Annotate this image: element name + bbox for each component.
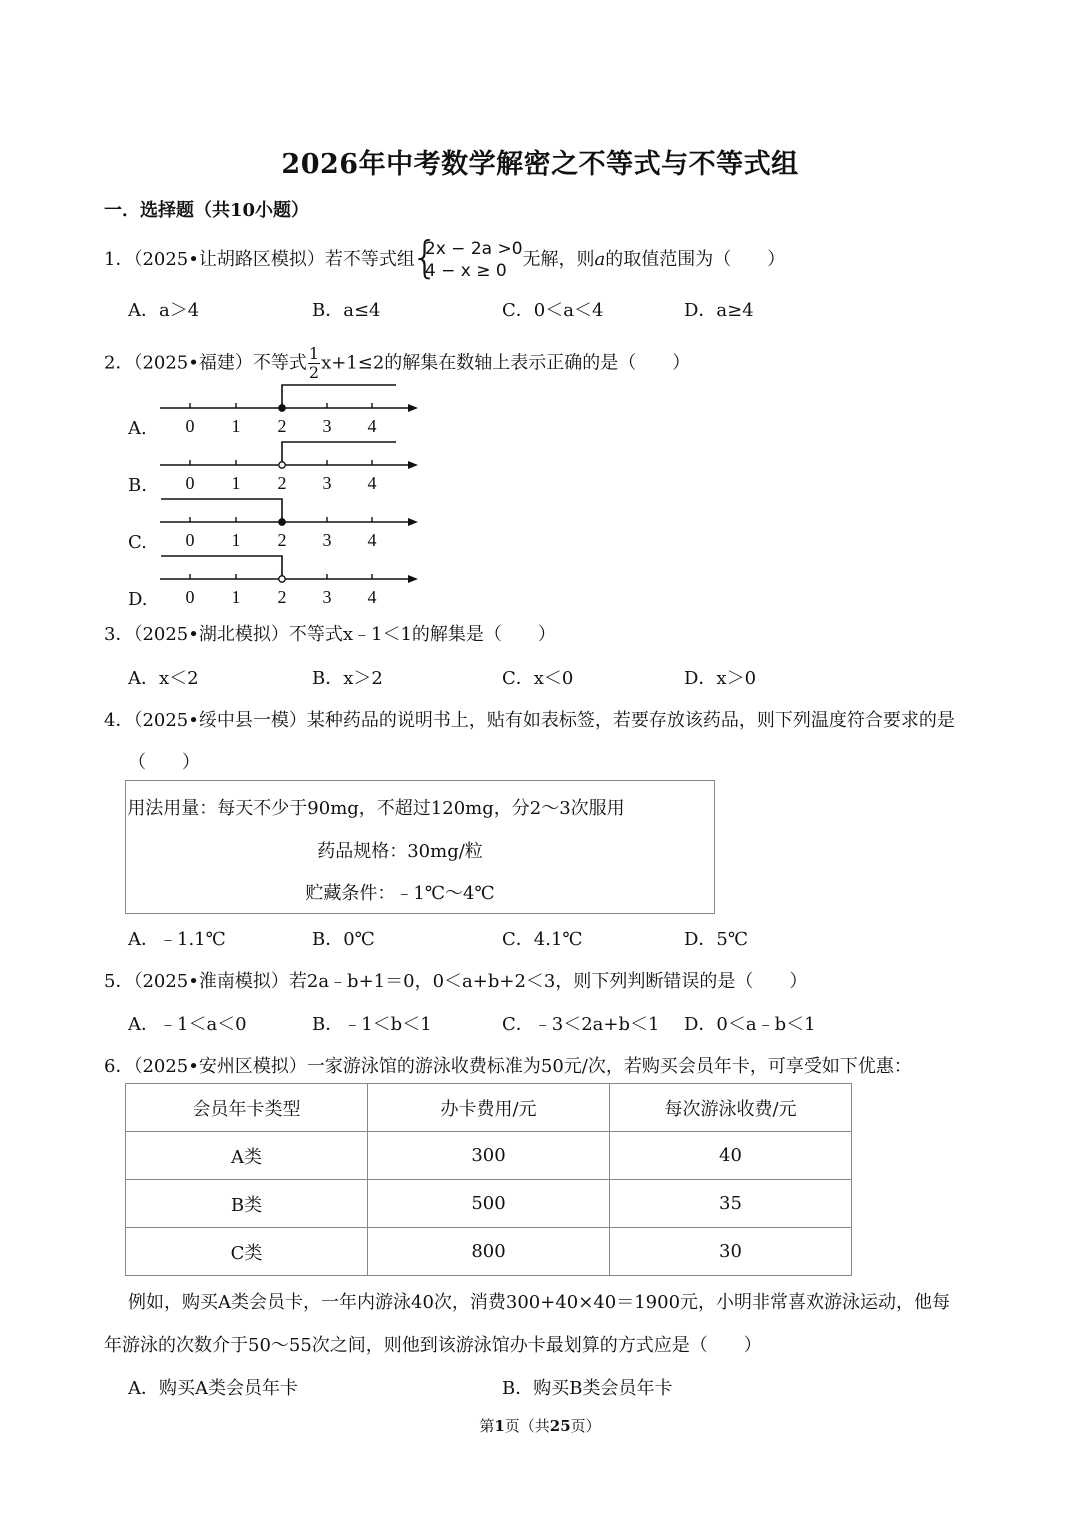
table-cell: 300 — [368, 1132, 610, 1180]
q6-option-a[interactable]: A．购买A类会员年卡 — [128, 1378, 298, 1399]
table-header: 每次游泳收费/元 — [610, 1084, 852, 1132]
tick-label: 1 — [231, 530, 241, 550]
arrow-right-icon — [408, 518, 418, 526]
q1-option-c[interactable]: C．0＜a＜4 — [502, 300, 604, 321]
q2-suffix: x+1≤2的解集在数轴上表示正确的是（ ） — [321, 352, 691, 374]
question-3: 3．（2025•湖北模拟）不等式x﹣1＜1的解集是（ ） — [104, 624, 556, 645]
numberline-d — [155, 551, 425, 609]
tick-label: 0 — [185, 530, 195, 550]
tick-label: 4 — [367, 416, 377, 436]
q1-system — [410, 232, 523, 283]
table-header-row — [126, 1084, 852, 1132]
arrow-right-icon — [408, 575, 418, 583]
q2-option-c-label[interactable]: C. — [128, 532, 147, 553]
section-heading: 一．选择题（共10小题） — [104, 200, 310, 221]
question-6: 6．（2025•安州区模拟）一家游泳馆的游泳收费标准为50元/次，若购买会员年卡，可享受如下优惠： — [104, 1056, 912, 1077]
label-line-storage: 贮藏条件：﹣1℃～4℃ — [305, 883, 495, 904]
q4-option-a[interactable]: A．﹣1.1℃ — [128, 929, 226, 950]
tick-label: 4 — [367, 473, 377, 493]
table-cell: 35 — [610, 1180, 852, 1228]
q2-frac-num: 1 — [308, 344, 320, 363]
tick-label: 3 — [322, 587, 332, 607]
q1-prefix: 1．（2025•让胡路区模拟）若不等式组 — [104, 249, 415, 270]
question-2 — [104, 345, 690, 382]
tick-label: 2 — [277, 587, 287, 607]
question-5: 5．（2025•淮南模拟）若2a﹣b+1＝0，0＜a+b+2＜3，则下列判断错误的是（ ） — [104, 971, 808, 992]
footer-mid: 页（共 — [504, 1417, 550, 1435]
open-dot-icon — [279, 462, 285, 468]
footer-page-number: 1 — [494, 1417, 505, 1435]
table-cell: B类 — [126, 1180, 368, 1228]
tick-label: 2 — [277, 530, 287, 550]
closed-dot-icon — [279, 519, 285, 525]
arrow-right-icon — [408, 461, 418, 469]
table-row — [126, 1180, 852, 1228]
table-cell: 40 — [610, 1132, 852, 1180]
tick-label: 3 — [322, 473, 332, 493]
tick-label: 0 — [185, 416, 195, 436]
q1-option-b[interactable]: B．a≤4 — [312, 300, 381, 321]
tick-label: 3 — [322, 530, 332, 550]
tick-label: 0 — [185, 587, 195, 607]
numberline-a — [155, 380, 425, 438]
q1-option-d[interactable]: D．a≥4 — [684, 300, 754, 321]
q5-option-c[interactable]: C．﹣3＜2a+b＜1 — [502, 1014, 660, 1035]
table-cell: 30 — [610, 1228, 852, 1276]
open-dot-icon — [279, 576, 285, 582]
footer-total-pages: 25 — [549, 1417, 571, 1435]
page-title: 2026年中考数学解密之不等式与不等式组 — [281, 149, 799, 180]
q5-option-a[interactable]: A．﹣1＜a＜0 — [128, 1014, 247, 1035]
tick-label: 2 — [277, 416, 287, 436]
numberline-c — [155, 494, 425, 552]
footer-pre: 第 — [479, 1417, 495, 1435]
solution-bracket — [282, 385, 396, 408]
q1-line1: 2x − 2a >0 — [424, 239, 523, 259]
tick-label: 1 — [231, 416, 241, 436]
q4-paren: （ ） — [128, 752, 200, 773]
table-row — [126, 1228, 852, 1276]
q1-option-a[interactable]: A．a＞4 — [128, 300, 200, 321]
table-header: 会员年卡类型 — [126, 1084, 368, 1132]
table-cell: A类 — [126, 1132, 368, 1180]
footer-post: 页） — [570, 1417, 601, 1435]
q5-option-d[interactable]: D．0＜a﹣b＜1 — [684, 1014, 816, 1035]
table-cell: 800 — [368, 1228, 610, 1276]
q2-prefix: 2．（2025•福建）不等式 — [104, 352, 307, 374]
q2-option-a-label[interactable]: A. — [128, 418, 147, 439]
label-line-spec: 药品规格：30mg/粒 — [317, 841, 483, 862]
q6-option-b[interactable]: B．购买B类会员年卡 — [502, 1378, 673, 1399]
q3-option-b[interactable]: B．x＞2 — [312, 668, 383, 689]
closed-dot-icon — [279, 405, 285, 411]
tick-label: 4 — [367, 587, 377, 607]
table-cell: 500 — [368, 1180, 610, 1228]
table-header: 办卡费用/元 — [368, 1084, 610, 1132]
label-line-dosage: 用法用量：每天不少于90mg，不超过120mg，分2～3次服用 — [127, 798, 625, 819]
q1-suffix-pre: 无解，则 — [522, 249, 595, 270]
tick-label: 2 — [277, 473, 287, 493]
question-4: 4．（2025•绥中县一模）某种药品的说明书上，贴有如表标签，若要存放该药品，则下列温度符合要求的是 — [104, 710, 955, 731]
solution-bracket — [282, 442, 396, 465]
brace-icon: { — [410, 232, 439, 283]
q2-frac-den: 2 — [308, 363, 320, 382]
q2-option-d-label[interactable]: D. — [128, 589, 148, 610]
q3-option-a[interactable]: A．x＜2 — [128, 668, 199, 689]
solution-bracket — [161, 499, 282, 522]
q4-option-b[interactable]: B．0℃ — [312, 929, 375, 950]
q4-option-d[interactable]: D．5℃ — [684, 929, 749, 950]
page-footer — [0, 1415, 1080, 1436]
tick-label: 4 — [367, 530, 377, 550]
q6-body-line2: 年游泳的次数介于50～55次之间，则他到该游泳馆办卡最划算的方式应是（ ） — [104, 1335, 762, 1356]
q5-option-b[interactable]: B．﹣1＜b＜1 — [312, 1014, 432, 1035]
q1-var: a — [594, 249, 606, 270]
q6-body-line1: 例如，购买A类会员卡，一年内游泳40次，消费300+40×40＝1900元，小明非常喜欢游泳运动，他每 — [128, 1292, 951, 1313]
arrow-right-icon — [408, 404, 418, 412]
q1-line2: 4 − x ≥ 0 — [424, 261, 507, 281]
q3-option-c[interactable]: C．x＜0 — [502, 668, 574, 689]
q3-option-d[interactable]: D．x＞0 — [684, 668, 757, 689]
membership-fee-table — [125, 1083, 852, 1276]
q4-option-c[interactable]: C．4.1℃ — [502, 929, 583, 950]
medicine-label-box — [125, 780, 715, 914]
q2-option-b-label[interactable]: B. — [128, 475, 147, 496]
tick-label: 1 — [231, 587, 241, 607]
tick-label: 3 — [322, 416, 332, 436]
table-cell: C类 — [126, 1228, 368, 1276]
table-row — [126, 1132, 852, 1180]
q1-suffix-post: 的取值范围为（ ） — [605, 249, 786, 270]
tick-label: 1 — [231, 473, 241, 493]
solution-bracket — [161, 556, 282, 579]
tick-label: 0 — [185, 473, 195, 493]
question-1 — [104, 232, 786, 283]
q2-fraction — [308, 345, 320, 382]
numberline-b — [155, 437, 425, 495]
